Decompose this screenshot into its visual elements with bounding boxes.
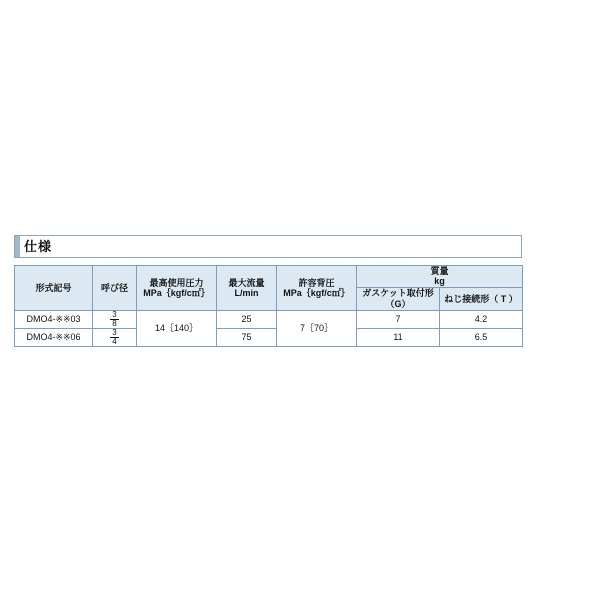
section-title: 仕様 bbox=[24, 239, 53, 254]
table-row bbox=[15, 310, 523, 328]
cell-size bbox=[93, 310, 137, 328]
header-back-pressure-line2: MPa｛kgf/c㎡｝ bbox=[283, 287, 350, 298]
fraction-denominator: 8 bbox=[112, 318, 117, 328]
header-mass-line1: 質量 bbox=[430, 266, 449, 276]
header-model: 形式記号 bbox=[15, 266, 93, 311]
header-back-pressure bbox=[277, 266, 357, 311]
cell-max-flow: 75 bbox=[217, 328, 277, 346]
section-accent-bar bbox=[15, 236, 20, 257]
table-body bbox=[15, 310, 523, 346]
header-max-pressure bbox=[137, 266, 217, 311]
fraction-size bbox=[110, 329, 118, 346]
cell-mass-gasket: 11 bbox=[357, 328, 440, 346]
header-max-pressure-line2: MPa｛kgf/c㎡｝ bbox=[143, 287, 210, 298]
header-mass bbox=[357, 266, 523, 288]
table-header-row-1 bbox=[15, 266, 523, 288]
cell-mass-gasket: 7 bbox=[357, 310, 440, 328]
fraction-numerator: 3 bbox=[112, 327, 117, 337]
fraction-numerator: 3 bbox=[112, 309, 117, 319]
cell-size bbox=[93, 328, 137, 346]
cell-mass-thread: 6.5 bbox=[440, 328, 523, 346]
table-header bbox=[15, 266, 523, 311]
cell-mass-thread: 4.2 bbox=[440, 310, 523, 328]
table-row bbox=[15, 328, 523, 346]
header-mass-line2: kg bbox=[434, 276, 445, 287]
header-mass-gasket: ガスケット取付形（G） bbox=[357, 287, 440, 310]
fraction-size bbox=[110, 311, 118, 328]
header-mass-thread: ねじ接続形（ T ） bbox=[440, 287, 523, 310]
cell-model: DMO4-※※06 bbox=[15, 328, 93, 346]
cell-max-pressure: 14｛140｝ bbox=[137, 310, 217, 346]
cell-model: DMO4-※※03 bbox=[15, 310, 93, 328]
cell-max-flow: 25 bbox=[217, 310, 277, 328]
header-size: 呼び径 bbox=[93, 266, 137, 311]
specification-table bbox=[14, 265, 523, 347]
header-max-flow-line1: 最大流量 bbox=[228, 277, 265, 288]
section-header bbox=[14, 235, 522, 258]
fraction-denominator: 4 bbox=[112, 336, 117, 346]
header-back-pressure-line1: 許容背圧 bbox=[298, 277, 335, 288]
header-max-flow-line2: L/min bbox=[234, 287, 259, 298]
header-max-flow bbox=[217, 266, 277, 311]
header-max-pressure-line1: 最高使用圧力 bbox=[149, 277, 204, 288]
cell-back-pressure: 7｛70｝ bbox=[277, 310, 357, 346]
